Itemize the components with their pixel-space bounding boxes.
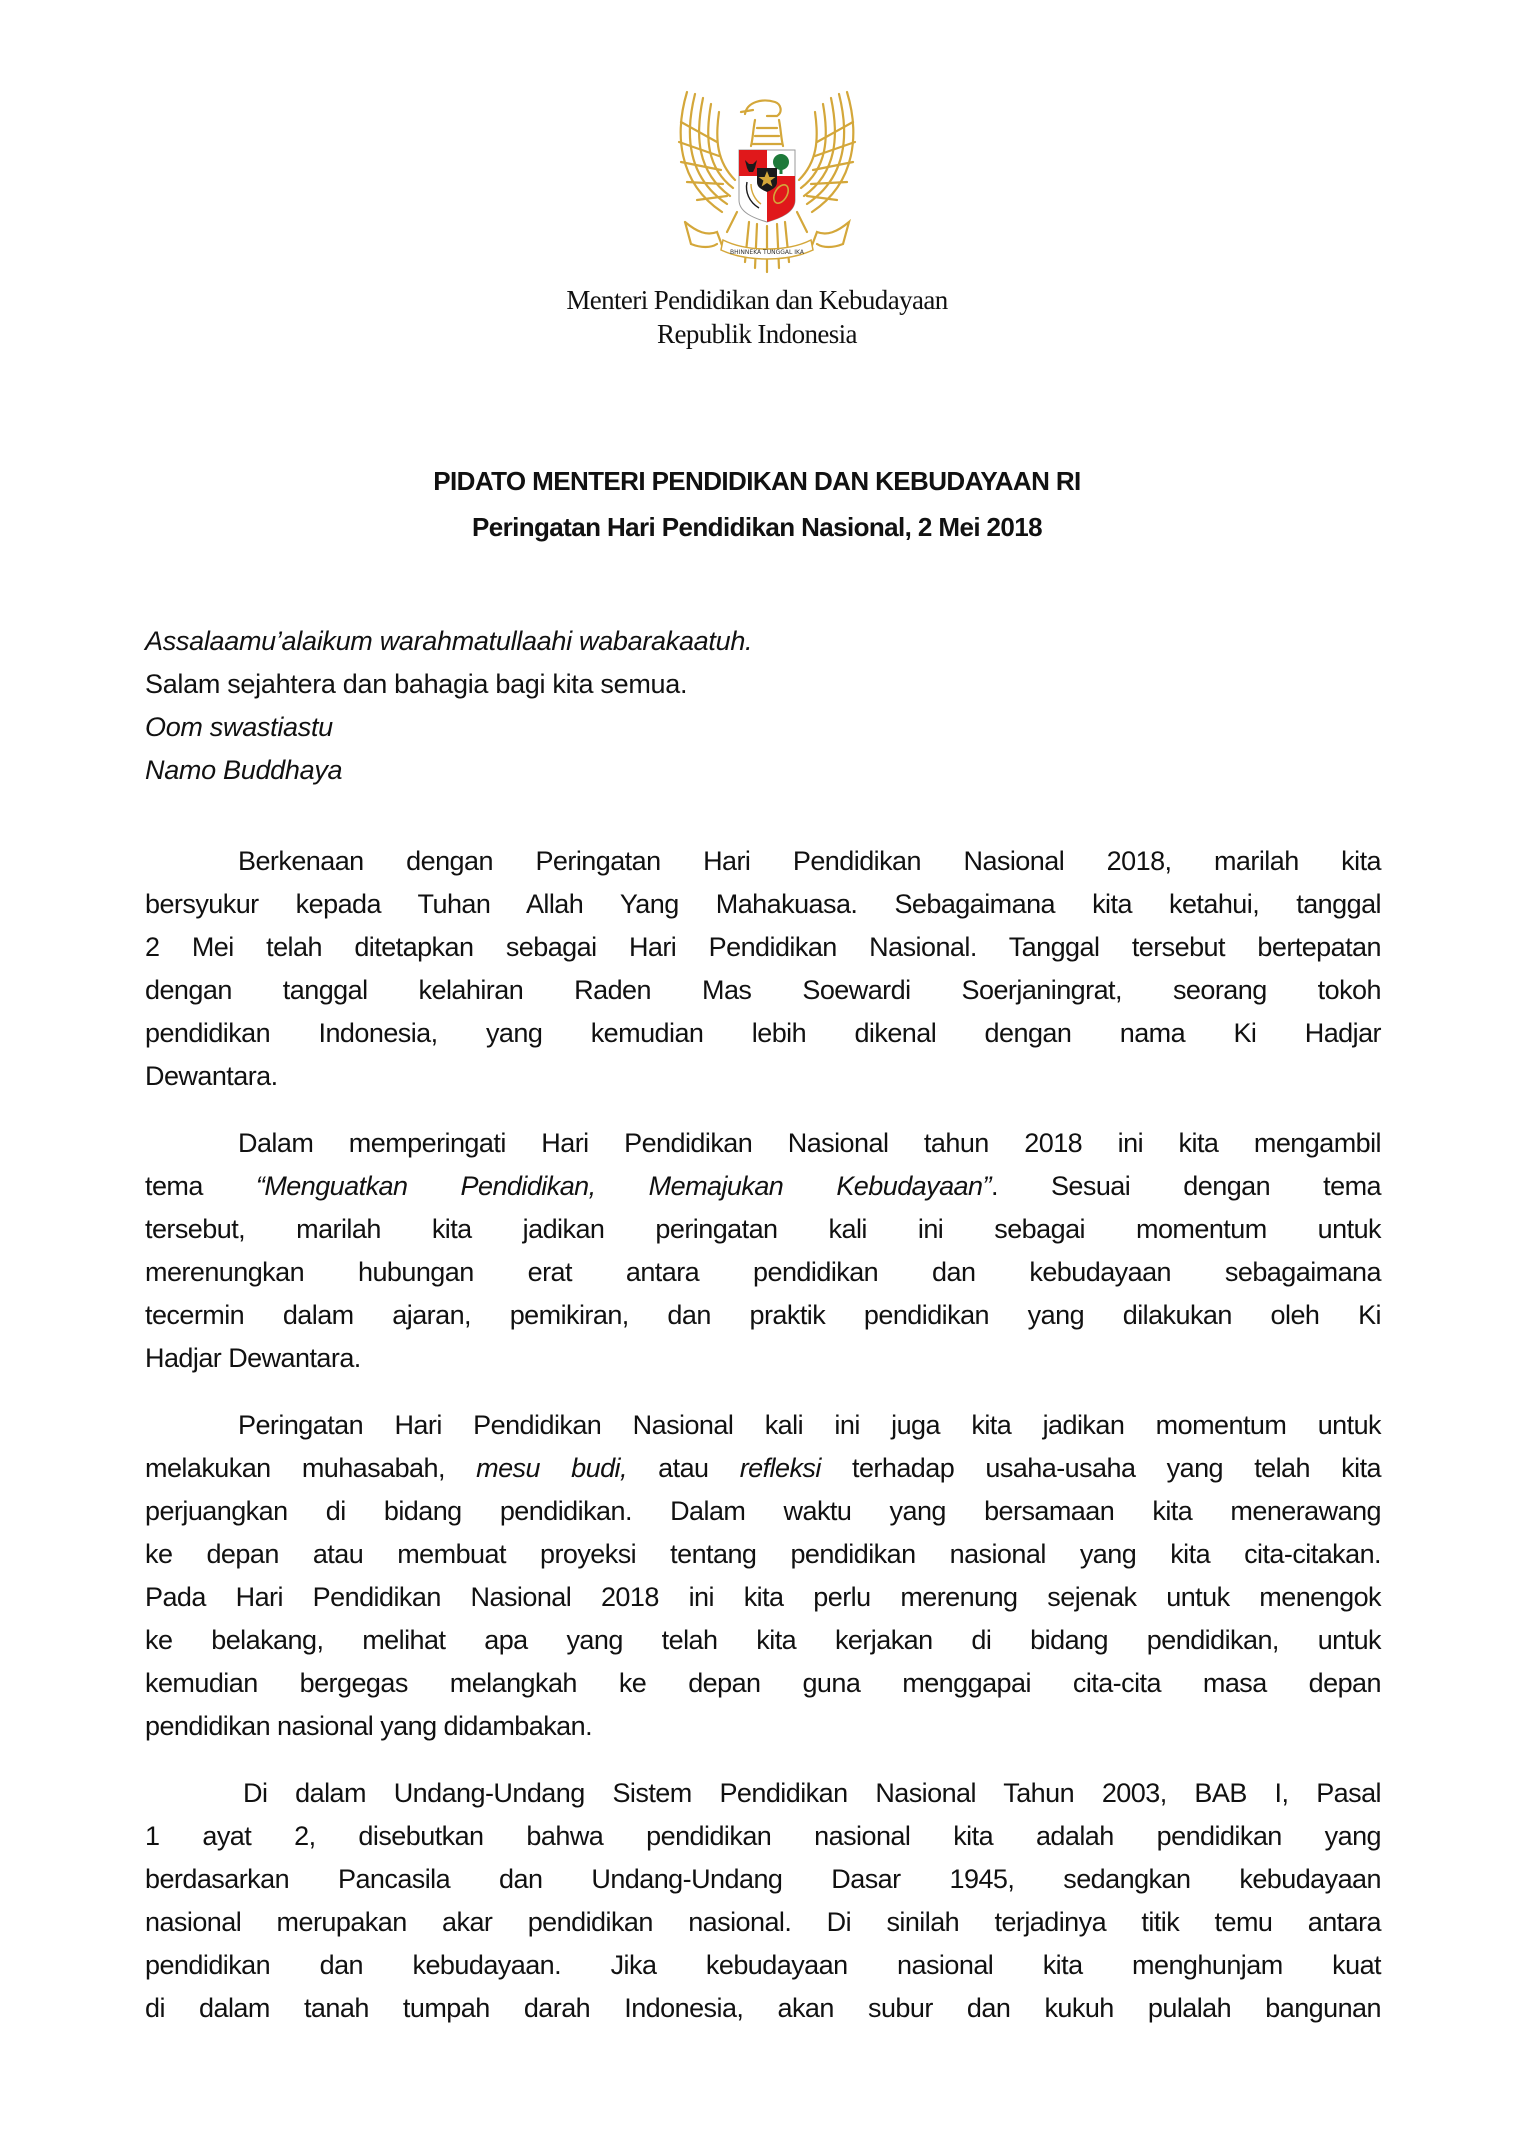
speech-body xyxy=(145,840,1381,2054)
paragraph-line: Di dalam Undang-Undang Sistem Pendidikan Nasional Tahun 2003, BAB I, Pasal xyxy=(243,1778,1381,1808)
paragraph-line: Berkenaan dengan Peringatan Hari Pendidikan Nasional 2018, marilah kita xyxy=(238,846,1381,876)
paragraph-line: merenungkan hubungan erat antara pendidikan dan kebudayaan sebagaimana xyxy=(145,1257,1381,1287)
greeting-hindu: Oom swastiastu xyxy=(145,712,333,742)
paragraph-3 xyxy=(145,1404,1381,1748)
paragraph-line: ke depan atau membuat proyeksi tentang pendidikan nasional yang kita cita-citakan. xyxy=(145,1539,1381,1569)
greeting-buddhist: Namo Buddhaya xyxy=(145,755,343,785)
paragraph-line: Pada Hari Pendidikan Nasional 2018 ini kita perlu merenung sejenak untuk menengok xyxy=(145,1582,1381,1612)
paragraph-line: berdasarkan Pancasila dan Undang-Undang Dasar 1945, sedangkan kebudayaan xyxy=(145,1864,1381,1894)
greeting-general: Salam sejahtera dan bahagia bagi kita semua. xyxy=(145,669,688,699)
greetings xyxy=(145,620,1385,792)
term-mesu-budi: mesu budi, xyxy=(476,1453,627,1483)
paragraph-line: Dewantara. xyxy=(145,1061,278,1091)
paragraph-line: 1 ayat 2, disebutkan bahwa pendidikan nasional kita adalah pendidikan yang xyxy=(145,1821,1381,1851)
paragraph-line: Peringatan Hari Pendidikan Nasional kali ini juga kita jadikan momentum untuk xyxy=(238,1410,1381,1440)
letterhead-country: Republik Indonesia xyxy=(657,319,857,349)
garuda-emblem-icon xyxy=(667,72,867,287)
paragraph-line: dengan tanggal kelahiran Raden Mas Soewardi Soerjaningrat, seorang tokoh xyxy=(145,975,1381,1005)
speech-title xyxy=(0,458,1514,550)
theme-quote: “Menguatkan Pendidikan, Memajukan Kebudayaan” xyxy=(255,1171,991,1201)
paragraph-line: tersebut, marilah kita jadikan peringatan kali ini sebagai momentum untuk xyxy=(145,1214,1381,1244)
paragraph-4 xyxy=(145,1772,1381,2030)
paragraph-line: ke belakang, melihat apa yang telah kita kerjakan di bidang pendidikan, untuk xyxy=(145,1625,1381,1655)
paragraph-line: perjuangkan di bidang pendidikan. Dalam waktu yang bersamaan kita menerawang xyxy=(145,1496,1381,1526)
title-line-2: Peringatan Hari Pendidikan Nasional, 2 Mei 2018 xyxy=(471,512,1043,542)
paragraph-line: bersyukur kepada Tuhan Allah Yang Mahakuasa. Sebagaimana kita ketahui, tanggal xyxy=(145,889,1381,919)
paragraph-line: Dalam memperingati Hari Pendidikan Nasional tahun 2018 ini kita mengambil xyxy=(238,1128,1381,1158)
paragraph-line: Hadjar Dewantara. xyxy=(145,1343,361,1373)
paragraph-line-with-theme: tema “Menguatkan Pendidikan, Memajukan Kebudayaan”. Sesuai dengan tema xyxy=(145,1171,1381,1201)
paragraph-line: pendidikan Indonesia, yang kemudian lebih dikenal dengan nama Ki Hadjar xyxy=(145,1018,1381,1048)
greeting-islamic: Assalaamu’alaikum warahmatullaahi wabarakaatuh. xyxy=(145,626,753,656)
paragraph-line: pendidikan dan kebudayaan. Jika kebudayaan nasional kita menghunjam kuat xyxy=(145,1950,1381,1980)
paragraph-line-with-italics: melakukan muhasabah, mesu budi, atau refleksi terhadap usaha-usaha yang telah kita xyxy=(145,1453,1381,1483)
paragraph-1 xyxy=(145,840,1381,1098)
shield-icon xyxy=(739,150,795,222)
title-line-1: PIDATO MENTERI PENDIDIKAN DAN KEBUDAYAAN RI xyxy=(433,466,1081,496)
paragraph-line: kemudian bergegas melangkah ke depan guna menggapai cita-cita masa depan xyxy=(145,1668,1381,1698)
paragraph-2 xyxy=(145,1122,1381,1380)
letterhead-ministry: Menteri Pendidikan dan Kebudayaan xyxy=(566,285,948,315)
paragraph-line: di dalam tanah tumpah darah Indonesia, akan subur dan kukuh pulalah bangunan xyxy=(145,1993,1381,2023)
paragraph-line: tecermin dalam ajaran, pemikiran, dan praktik pendidikan yang dilakukan oleh Ki xyxy=(145,1300,1381,1330)
term-refleksi: refleksi xyxy=(739,1453,821,1483)
paragraph-line: 2 Mei telah ditetapkan sebagai Hari Pendidikan Nasional. Tanggal tersebut bertepatan xyxy=(145,932,1381,962)
letterhead xyxy=(0,283,1514,351)
motto-text: BHINNEKA TUNGGAL IKA xyxy=(730,249,804,256)
paragraph-line: nasional merupakan akar pendidikan nasional. Di sinilah terjadinya titik temu antara xyxy=(145,1907,1381,1937)
paragraph-line: pendidikan nasional yang didambakan. xyxy=(145,1711,593,1741)
